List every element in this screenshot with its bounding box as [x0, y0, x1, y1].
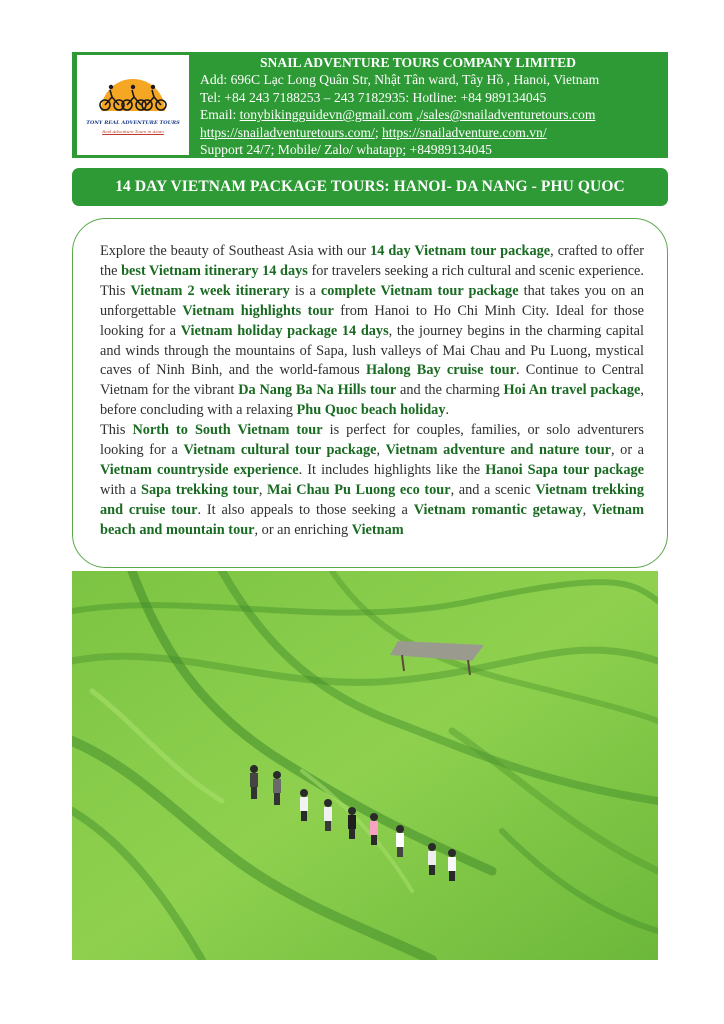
highlight-phrase: Vietnam trekking and cruise tour	[100, 481, 644, 518]
highlight-phrase: Da Nang Ba Na Hills tour	[238, 382, 397, 399]
highlight-phrase: Vietnam countryside experience	[100, 461, 299, 478]
highlight-phrase: Vietnam cultural tour package	[183, 442, 377, 459]
text-run: , before concluding with a relaxing	[100, 382, 644, 419]
highlight-phrase: North to South Vietnam tour	[132, 422, 323, 439]
text-run: . It includes highlights like the	[298, 461, 486, 478]
email-link-primary[interactable]: tonybikingguidevn@gmail.com	[239, 107, 413, 123]
website-separator: ;	[374, 124, 382, 140]
company-websites	[200, 124, 668, 141]
highlight-phrase: Sapa trekking tour	[141, 481, 259, 498]
text-run: ,	[258, 481, 268, 498]
highlight-phrase: Hanoi Sapa tour package	[485, 461, 644, 478]
logo-text: TONY REAL ADVENTURE TOURS	[86, 120, 180, 126]
highlight-phrase: best Vietnam itinerary 14 days	[121, 262, 308, 279]
text-run: . It also appeals to those seeking a	[197, 501, 414, 518]
highlight-phrase: Phu Quoc beach holiday	[296, 402, 446, 419]
intro-box	[72, 218, 668, 568]
highlight-phrase: Mai Chau Pu Luong eco tour	[267, 481, 451, 498]
email-label: Email:	[200, 107, 240, 123]
text-run: that takes you on an unforgettable	[100, 282, 644, 319]
company-header	[72, 52, 668, 158]
text-run: , the journey begins in the charming capital and winds through the mountains of Sapa, lush valleys of Mai Chau and Pu Luong, mystical caves of Ninh Binh, and the world-famous	[100, 322, 644, 379]
website-link-secondary[interactable]: https://snailadventure.com.vn/	[382, 124, 547, 140]
text-run: ,	[376, 442, 386, 459]
page-title: 14 DAY VIETNAM PACKAGE TOURS: HANOI- DA NANG - PHU QUOC	[72, 168, 668, 206]
email-separator: ,	[412, 107, 420, 123]
highlight-phrase: Vietnam highlights tour	[182, 302, 334, 319]
website-link-primary[interactable]: https://snailadventuretours.com/	[200, 124, 375, 140]
text-run: is a	[289, 282, 321, 299]
highlight-phrase: 14 day Vietnam tour package	[370, 243, 551, 259]
rice-terrace-photo	[72, 571, 658, 960]
highlight-phrase: Vietnam adventure and nature tour	[385, 442, 612, 459]
company-name: SNAIL ADVENTURE TOURS COMPANY LIMITED	[260, 55, 576, 70]
company-info	[189, 52, 668, 158]
text-run: , or an enriching	[254, 521, 352, 538]
logo-tagline: Real Adventure Tours in Asian	[102, 129, 164, 134]
intro-paragraph-2	[100, 421, 644, 540]
highlight-phrase: Halong Bay cruise tour	[366, 362, 516, 379]
intro-paragraph-1	[100, 242, 644, 421]
rice-terrace-image	[72, 571, 658, 960]
text-run: for travelers seeking a rich cultural and scenic experience. This	[100, 262, 644, 299]
text-run: This	[100, 422, 133, 439]
text-run: Explore the beauty of Southeast Asia with our	[100, 243, 371, 259]
text-run: , or a	[611, 442, 644, 459]
text-run: from Hanoi to Ho Chi Minh City. Ideal for those looking for a	[100, 302, 644, 339]
highlight-phrase: Vietnam holiday package 14 days	[180, 322, 389, 339]
highlight-phrase: complete Vietnam tour package	[320, 282, 519, 299]
highlight-phrase: Vietnam romantic getaway	[413, 501, 583, 518]
highlight-phrase: Vietnam beach and mountain tour	[100, 501, 644, 538]
company-address: Add: 696C Lạc Long Quân Str, Nhật Tân ward, Tây Hồ , Hanoi, Vietnam	[200, 72, 600, 88]
text-run: , crafted to offer the	[100, 243, 644, 279]
logo-graphic	[77, 55, 189, 155]
highlight-phrase: Vietnam	[351, 521, 404, 538]
email-link-sales[interactable]: /sales@snailadventuretours.com	[419, 107, 596, 123]
text-run: , and a scenic	[450, 481, 536, 498]
highlight-phrase: Hoi An travel package	[503, 382, 641, 399]
text-run: ,	[582, 501, 593, 518]
text-run: is perfect for couples, families, or solo adventurers looking for a	[100, 422, 644, 459]
text-run: . Continue to Central Vietnam for the vibrant	[100, 362, 644, 399]
company-support: Support 24/7; Mobile/ Zalo/ whatapp; +84989134045	[200, 142, 492, 158]
text-run: with a	[100, 481, 141, 498]
company-phone: Tel: +84 243 7188253 – 243 7182935: Hotline: +84 989134045	[200, 89, 547, 105]
company-email	[200, 106, 668, 123]
intro-text	[100, 242, 644, 550]
highlight-phrase: Vietnam 2 week itinerary	[130, 282, 290, 299]
text-run: .	[445, 402, 450, 419]
text-run: and the charming	[396, 382, 504, 399]
company-logo	[77, 55, 189, 155]
